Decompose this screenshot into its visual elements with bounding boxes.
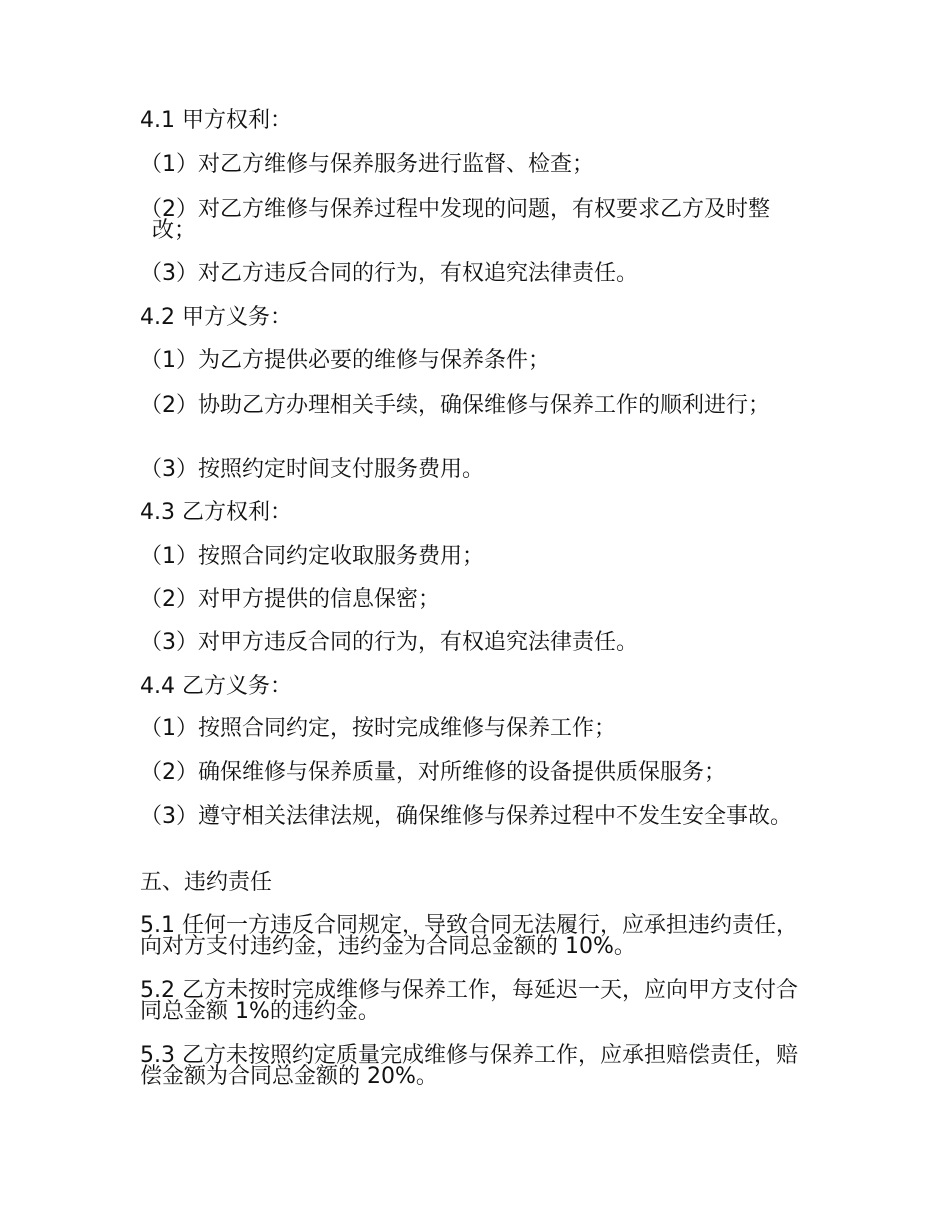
clause-4-3-2: （2）对甲方提供的信息保密； <box>140 587 440 612</box>
clause-4-4-2: （2）确保维修与保养质量，对所维修的设备提供质保服务； <box>140 760 726 785</box>
clause-4-2-2: （2）协助乙方办理相关手续，确保维修与保养工作的顺利进行； <box>140 393 770 418</box>
clause-4-2-3: （3）按照约定时间支付服务费用。 <box>140 457 484 482</box>
clause-4-4-1: （1）按照合同约定，按时完成维修与保养工作； <box>140 716 616 741</box>
clause-4-1-2: （2）对乙方维修与保养过程中发现的问题，有权要求乙方及时整改； <box>140 197 770 243</box>
section-heading-4-1: 4.1 甲方权利： <box>140 108 292 133</box>
clause-4-4-3: （3）遵守相关法律法规，确保维修与保养过程中不发生安全事故。 <box>140 804 792 829</box>
clause-4-1-1: （1）对乙方维修与保养服务进行监督、检查； <box>140 152 594 177</box>
clause-4-3-1: （1）按照合同约定收取服务费用； <box>140 544 484 569</box>
clause-5-2: 5.2 乙方未按时完成维修与保养工作，每延迟一天，应向甲方支付合同总金额 1%的违约金。 <box>140 978 798 1024</box>
clause-5-1: 5.1 任何一方违反合同规定，导致合同无法履行，应承担违约责任，向对方支付违约金，违约金为合同总金额的 10%。 <box>140 913 798 959</box>
section-heading-5: 五、违约责任 <box>140 870 273 895</box>
clause-4-2-1: （1）为乙方提供必要的维修与保养条件； <box>140 348 550 373</box>
clause-5-3: 5.3 乙方未按照约定质量完成维修与保养工作，应承担赔偿责任，赔偿金额为合同总金额的 20%。 <box>140 1043 798 1089</box>
section-heading-4-2: 4.2 甲方义务： <box>140 305 292 330</box>
clause-4-1-3: （3）对乙方违反合同的行为，有权追究法律责任。 <box>140 261 638 286</box>
clause-4-3-3: （3）对甲方违反合同的行为，有权追究法律责任。 <box>140 630 638 655</box>
section-heading-4-4: 4.4 乙方义务： <box>140 674 292 699</box>
section-heading-4-3: 4.3 乙方权利： <box>140 500 292 525</box>
